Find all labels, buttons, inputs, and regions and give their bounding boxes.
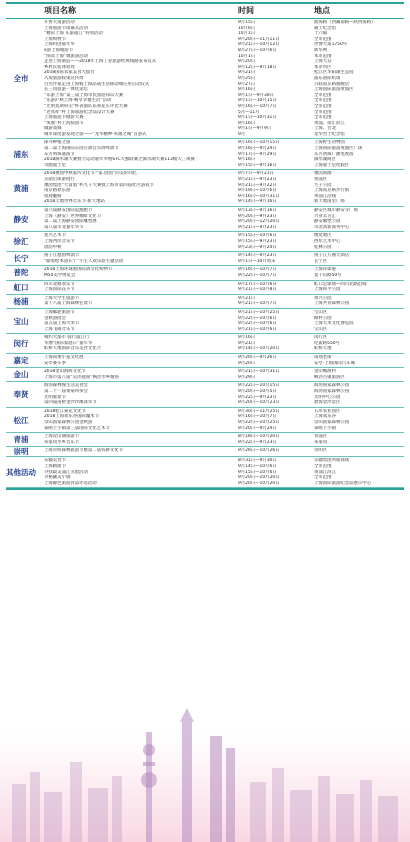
district-name: 崇明 (13, 447, 29, 457)
table-row (36, 440, 404, 446)
event-time: 9月1日—9月9日 (238, 126, 272, 132)
event-name: 第八届市北嘉年华节 (44, 224, 84, 230)
event-place: 上海迪士尼度假区 (314, 162, 350, 168)
district-group (6, 433, 404, 447)
event-time: 9月22日—10月6日 (238, 315, 277, 321)
district-name: 松江 (13, 415, 29, 425)
event-place: 光明中心公园 (314, 394, 341, 400)
event-place: 南翔老街 (314, 355, 332, 361)
event-time: 9月14日—9月23日 (238, 253, 277, 259)
event-name: 长三角旅游一体化论坛 (44, 87, 88, 93)
event-place: 全市范围 (314, 109, 332, 115)
event-name: 华漕“国际家庭日”嘉年华 (44, 340, 93, 346)
event-time: 9月1日—10月31日 (238, 115, 277, 121)
event-name: 寻秘藏美小镇 (44, 475, 71, 481)
event-time: 5月—11月 (238, 109, 260, 115)
table-row (36, 481, 404, 487)
event-name: 上海飞碟音乐节 (44, 326, 75, 332)
event-name: 四川北路欢乐节 (44, 281, 75, 287)
event-time: 9月16日—10月7日 (238, 414, 277, 420)
event-schedule-table (6, 2, 404, 840)
event-place: 上海和平公园 (314, 287, 341, 293)
district-name: 普陀 (13, 268, 29, 278)
district-name: 嘉定 (13, 356, 29, 366)
event-name: 海湾森林慢生活美食会 (44, 383, 88, 389)
event-name: 第二届上海国际东园百酒音乐周啤酒节 (44, 146, 119, 152)
district-name: 长宁 (13, 254, 29, 264)
event-name: 金秋游园会 (44, 315, 66, 321)
event-place: 长宁区 (314, 258, 328, 264)
event-place: 黄浦江沿线 (314, 193, 336, 199)
event-time: 9月16日—10月7日 (238, 267, 277, 273)
event-time: 9月15日—9月16日 (238, 162, 277, 168)
event-name: 上海踏街节 (44, 463, 66, 469)
event-time: 9月15日 (238, 20, 256, 25)
event-place: 上海共青森林公园 (314, 301, 350, 307)
event-name: 上海（静安）世界咖啡文化节 (44, 213, 102, 219)
event-name: 第六届静安国际起跑跑节 (44, 208, 93, 213)
district-name: 青浦 (13, 435, 29, 445)
event-place: 扬子江万丽大酒店 (314, 253, 350, 259)
table-body (6, 19, 404, 490)
event-name: 京剧后街游园行 (44, 177, 75, 183)
district-group (6, 281, 404, 295)
district-name: 金山 (13, 370, 29, 380)
event-time: 9月22日—9月23日 (238, 394, 277, 400)
event-place: 虹桥天地 (314, 346, 332, 352)
event-place: 佘山国家森林公园 (314, 420, 350, 425)
event-place: 市北高新商务中心 (314, 224, 350, 230)
event-name: 2018滴水湖大赛暨力运动嘉年华暨STC大独联赛之滴水湖大赛113级大三项赛 (44, 157, 195, 163)
event-time: 9月15日—10月6日 (238, 233, 277, 239)
table-row (36, 273, 404, 279)
event-name: “光明莫斯科尖”杯表演队伍和花车评比大赛 (44, 103, 128, 109)
header-name: 项目名称 (44, 6, 76, 15)
event-time: 9月30日—11月25日 (238, 408, 280, 414)
event-time: 9月17日—9月29日 (238, 151, 277, 157)
event-time: 9月1日—9月30日 (238, 92, 274, 98)
event-time: 9月23日—9月24日 (238, 244, 277, 250)
event-name: 第五届上海大米节 (44, 321, 80, 327)
event-time: 8月31日—9月30日 (238, 458, 277, 464)
event-name: 乡村民宿体验周 (44, 64, 75, 70)
district-group (6, 170, 404, 207)
district-name: 杨浦 (13, 296, 29, 306)
event-time: 9月21日 (238, 295, 256, 301)
event-time: 10月1日 (238, 53, 256, 59)
event-place: 泰晤士小镇 (314, 425, 336, 431)
event-time: 9月21日—10月31日 (238, 369, 280, 375)
event-time: 9月12日—9月18日 (238, 64, 277, 70)
event-time: 9月16日—10月15日 (238, 140, 280, 146)
table-row (36, 346, 404, 352)
event-place: 东方明珠广播电视塔 (314, 151, 354, 157)
event-time: 9月1日—10月周末 (238, 258, 276, 264)
event-time: 9月16日 (238, 120, 256, 126)
district-name: 徐汇 (13, 237, 29, 247)
district-group (6, 207, 404, 232)
event-time: 8月18日—10月20日 (238, 434, 280, 440)
event-name: 2018天地世界音乐节·新天地站 (44, 199, 105, 205)
event-time: 9月21日—9月23日 (238, 177, 277, 183)
table-row (36, 245, 404, 251)
event-place: 衡复地区 (314, 233, 332, 239)
event-time: 9月7日—9月21日 (238, 171, 274, 177)
event-time: 9月21日—9月23日 (238, 224, 277, 230)
event-place: 全市范围 (314, 98, 332, 104)
event-name: 上海科创嘉年华 (44, 42, 75, 48)
event-place: 上海国际旅游纪念品展示中心 (314, 480, 372, 486)
event-name: 2018国际农家美食大擂台 (44, 70, 95, 76)
event-time: 9月21日—10月12日 (238, 42, 280, 48)
event-name: 上海淀山湖旅游节 (44, 434, 80, 440)
district-group (6, 382, 404, 407)
district-group (6, 408, 404, 433)
event-time: 9月19日—10月6日 (238, 188, 277, 194)
event-time: 10月6日 (238, 25, 256, 31)
event-time: 9月20日—10月5日 (238, 389, 277, 395)
event-place: 全市范围 (314, 475, 332, 481)
event-place: 海湾国家森林公园 (314, 383, 350, 389)
event-place: 闵行区 (314, 335, 328, 341)
table-row (36, 448, 404, 454)
event-time: 9月13日—9月16日 (238, 208, 277, 213)
event-place: 上海环球港 (314, 267, 336, 273)
event-place: 顾村公园 (314, 315, 332, 321)
event-name: 上海崇明森林旅游节暨第二届农耕文化节 (44, 448, 124, 454)
header-district (6, 4, 36, 18)
event-time: 9月22日—10月7日 (238, 272, 277, 278)
event-time: 9月15日—10月6日 (238, 469, 277, 475)
event-time: 9月21日—10月7日 (238, 301, 277, 307)
event-name: 佘山国家森林公园金秋游 (44, 420, 93, 425)
event-time: 9月 (238, 131, 246, 137)
event-name: 2018金山海鲜文化节 (44, 369, 86, 375)
event-name: 夜观魅路 (44, 193, 62, 199)
event-time: 9月20日 (238, 59, 256, 65)
event-time: 9月16日 (238, 87, 256, 93)
table-row (36, 287, 404, 293)
event-place: 全市范围 (314, 92, 332, 98)
event-name: 复兴艺术节 (44, 233, 66, 239)
header-place: 地点 (314, 6, 330, 15)
event-place: 青浦区 (314, 434, 328, 440)
event-name: 2018上海欢乐谷国际魔术节 (44, 414, 100, 420)
event-name: 走进上海制造——2018年上海工业旅游经典线路发布仪式 (44, 59, 157, 65)
event-name: 探寻种植之旅 (44, 140, 71, 146)
event-name: “凤凰”杯上海骑游节 (44, 120, 84, 126)
event-place: 静安区城市静安寺广场 (314, 208, 358, 213)
table-row (36, 259, 404, 265)
event-time: 9月20日—11月11日 (238, 36, 280, 42)
event-place: 西岸艺术中心 (314, 238, 341, 244)
event-place: 安亭·上海国际汽车城 (314, 360, 355, 366)
event-place: 上海国际旅游度假区广场 (314, 146, 363, 152)
event-time: 9月16日—10月31日 (238, 193, 280, 199)
event-place: 上海国际旅游度假区 (314, 87, 354, 93)
event-time: 9月20日—9月26日 (238, 355, 277, 361)
district-name: 静安 (13, 214, 29, 224)
event-place: 莫干山路50号 (314, 272, 342, 278)
district-group (6, 368, 404, 382)
district-name: 浦东 (13, 149, 29, 159)
event-name: 豫园集团“大富翁”杯九子大赛暨上海市第四届社区游戏节 (44, 182, 154, 188)
event-name: “老凤祥”杯上海旅游纪念品设计大赛 (44, 109, 115, 115)
event-place: 全市范围 (314, 36, 332, 42)
event-name: “精彩上海 乐游浦江”特别活动 (44, 31, 103, 37)
event-name: 第二十一届菜菊风筝会 (44, 389, 88, 395)
table-row (36, 327, 404, 333)
event-place: 崇明区 (314, 448, 328, 454)
district-name: 其他活动 (6, 467, 36, 477)
event-place: 九子公园 (314, 182, 332, 188)
event-place: 世博大道1750号 (314, 42, 348, 48)
event-name: 虹桥天地国际音乐美食文化月 (44, 346, 102, 352)
event-place: 滴水湖商区 (314, 157, 336, 163)
event-name: 2018豫园中秋家传文化节·“家.园园”的美好回忆 (44, 171, 138, 177)
event-time: 9月14日—10月6日 (238, 463, 277, 469)
event-name: M50美学博览会 (44, 272, 76, 278)
event-time: 9月21日—10月6日 (238, 326, 277, 332)
event-name: 上海市第八届“吴泾越商”枫泾水乡婚俗 (44, 374, 119, 380)
event-time: 9月20日—12月20日 (238, 219, 280, 225)
district-group (6, 252, 404, 266)
event-place: 上海大米文化博览园 (314, 321, 354, 327)
district-group (6, 266, 404, 280)
event-name: e游上海微游节 (44, 47, 74, 53)
event-place: 龙华烈士纪念馆 (314, 131, 345, 137)
event-name: 光明庭欢节 (44, 394, 66, 400)
district-group (6, 139, 404, 170)
event-place: 桂林公园 (314, 244, 332, 250)
district-group (6, 309, 404, 334)
event-time: 9月26日—10月26日 (238, 448, 280, 454)
event-time: 9月22日—10月25日 (238, 420, 280, 425)
event-place: 上海南京路步行街 (314, 188, 350, 194)
event-name: 扬子江德国啤酒节 (44, 253, 80, 259)
event-time: 9月20日 (238, 360, 256, 366)
district-group (6, 295, 404, 309)
event-time: 9月27日 (238, 81, 256, 87)
header-time: 时间 (238, 6, 254, 15)
event-place: 新天地南里广场 (314, 199, 345, 205)
event-place: 兴业太古汇 (314, 213, 336, 219)
table-row (36, 375, 404, 381)
event-time: 9月29日 (238, 374, 256, 380)
district-group (6, 447, 404, 457)
table-row (36, 400, 404, 406)
event-time: 8月27日—10月6日 (238, 47, 277, 53)
district-name: 全市 (13, 74, 29, 84)
table-row (36, 199, 404, 205)
event-name: 2018松江菊花文化节 (44, 408, 86, 414)
event-name: 东方明珠嘉游节 (44, 151, 75, 157)
event-place: 五厍农业园区 (314, 408, 341, 414)
event-place: 黄浦区 (314, 177, 328, 183)
event-place: 海湾国家森林公园 (314, 389, 350, 395)
event-place: 上海欢乐谷 (314, 414, 336, 420)
event-name: 安亭赛车季 (44, 360, 66, 366)
event-time: 9月21日—10月25日 (238, 309, 280, 315)
event-name: 上海旅游节摄影大赛 (44, 115, 84, 121)
event-name: 东疆美食节 (44, 458, 66, 464)
event-name: 朱家角水乡音乐节 (44, 439, 80, 445)
event-time: 9月15日—9月23日 (238, 238, 277, 244)
event-place: 淮海路（西藏南路—陕西南路） (314, 20, 376, 25)
district-name: 黄浦 (13, 183, 29, 193)
district-group (6, 457, 404, 488)
table-row (36, 225, 404, 231)
event-time: 10月1日 (238, 31, 256, 37)
table-header (6, 2, 404, 19)
event-place: 虹口足球场—四川北路沿线 (314, 281, 367, 287)
event-place: 黄兴公园 (314, 295, 332, 301)
event-time: 9月25日 (238, 75, 256, 81)
event-time: 9月20日—9月23日 (238, 213, 277, 219)
event-name: 寻找最美浦江笑脸活动 (44, 469, 88, 475)
event-name: “乐游上海”第三届上海市民旅游知识大赛 (44, 92, 124, 98)
district-name: 闵行 (13, 339, 29, 349)
event-time: 9月14日—9月16日 (238, 199, 277, 205)
event-name: “跟着绘本游长宁”小主人欢乐游主题活动 (44, 258, 124, 264)
event-name: 上海邮轮旅游节 (44, 309, 75, 315)
event-place: 金山嘴渔村 (314, 369, 336, 375)
event-name: 上海西岸音乐节 (44, 238, 75, 244)
district-name: 奉贤 (13, 390, 29, 400)
event-time: 9月22日—10月15日 (238, 383, 280, 389)
event-place: 东疆集团所辖商场 (314, 458, 350, 464)
event-name: 第十八届上海森林狂欢节 (44, 301, 93, 307)
event-place: 本市所区 (314, 64, 332, 70)
event-time: 9月20日—10月20日 (238, 475, 280, 481)
event-place: 碧海金沙景区 (314, 400, 341, 406)
event-place: 宝山区 (314, 326, 328, 332)
event-place: 本市范围 (314, 53, 332, 59)
event-time: 9月1日—10月15日 (238, 98, 277, 104)
district-group (6, 232, 404, 252)
event-place: 枫泾古镇旅游区 (314, 374, 345, 380)
event-time: 9月16日—9月24日 (238, 146, 277, 152)
event-name: 上海购物节 (44, 36, 66, 42)
event-time: 9月17日—10月6日 (238, 281, 277, 287)
event-place: 黄浦、徐汇滨江 (314, 120, 345, 126)
event-name: 微游戏城 (44, 126, 62, 132)
event-place: 通士纪念馆 (314, 25, 336, 31)
event-place: 新华网 (314, 47, 328, 53)
event-place: 全市范围 (314, 115, 332, 121)
event-time: 9月20日—9月24日 (238, 425, 277, 431)
event-name: 城市深度游发现之旅——“龙华精神·英雄之城”首游式 (44, 131, 147, 137)
event-place: 松江区华阳湖生态园 (314, 70, 354, 76)
event-name: 2018上海环球港国际酒文化购物节 (44, 267, 113, 273)
event-time: 9月21日—10月8日 (238, 287, 277, 293)
district-name: 宝山 (13, 316, 29, 326)
district-name: 虹口 (13, 282, 29, 292)
event-name: 入境旅游政策宣传周 (44, 75, 84, 81)
event-place: 十六铺 (314, 31, 328, 37)
event-name: 奇跑迪士尼 (44, 162, 66, 168)
event-time: 9月14日—10月20日 (238, 346, 280, 352)
event-name: “乐游沪秋上海·畅享幸福生活”活动 (44, 98, 112, 104)
event-time: 9月22日—9月23日 (238, 439, 277, 445)
event-place: 静安雕塑公园 (314, 219, 341, 225)
table-row (36, 426, 404, 432)
event-place: 浦东国际机场 (314, 75, 341, 81)
event-place: 宝山区 (314, 309, 328, 315)
event-time: 9月16日 (238, 335, 256, 341)
event-time: 9月16日—10月7日 (238, 103, 277, 109)
event-place: 朱家角 (314, 439, 328, 445)
event-name: 上海旅游节闭幕式活动 (44, 25, 88, 31)
event-place: 上海大众 (314, 59, 332, 65)
event-time: 9月16日 (238, 157, 256, 163)
event-time: 9月21日—9月22日 (238, 182, 277, 188)
event-time: 9月20日—10月23日 (238, 400, 280, 406)
event-name: 上海南翔小笼文化展 (44, 355, 84, 361)
event-name: 第四届南桥金沙沙滩泳水节 (44, 400, 97, 406)
event-name: 唐韵中秋 (44, 244, 62, 250)
district-group (6, 19, 404, 139)
event-place: 全市范围 (314, 463, 332, 469)
event-name: 南京路欢乐游 (44, 188, 71, 194)
event-time: 9月22日—10月6日 (238, 321, 277, 327)
event-name: 开香大道游活动 (44, 20, 75, 25)
event-name: 泰晤士小镇第三届国际文化艺术节 (44, 425, 110, 431)
table-row (36, 163, 404, 169)
event-name: 上海静色旅游食品评选活动 (44, 480, 97, 486)
event-name: 上海国际花卉节 (44, 287, 75, 293)
event-time: 9月21日 (238, 340, 256, 346)
event-name: 第二届上海静安国际雕塑展 (44, 219, 97, 225)
event-place: 上海野生动物园 (314, 140, 345, 146)
table-row (36, 361, 404, 367)
event-place: 全市范围 (314, 103, 332, 109)
event-place: 黄浦江滨江 (314, 469, 336, 475)
event-place: 百联南京路旗舰店 (314, 81, 350, 87)
event-place: 上海、台北 (314, 126, 336, 132)
table-row (36, 301, 404, 307)
district-group (6, 354, 404, 368)
event-place: 豫园商圈 (314, 171, 332, 177)
event-name: “阅读上海”微旅游活动 (44, 53, 89, 59)
event-time: 9月21日 (238, 70, 256, 76)
event-time: 9月20日—10月20日 (238, 480, 280, 486)
event-name: 相约大都市 骑行浦江行 (44, 335, 90, 341)
event-name: 上海大学生旅游节 (44, 295, 80, 301)
table-row (36, 132, 404, 138)
event-place: 纪翟路550号 (314, 340, 340, 346)
event-name: 百名作家走进上海暨上海品质生活移动端应用启动仪式 (44, 81, 150, 87)
district-group (6, 334, 404, 354)
